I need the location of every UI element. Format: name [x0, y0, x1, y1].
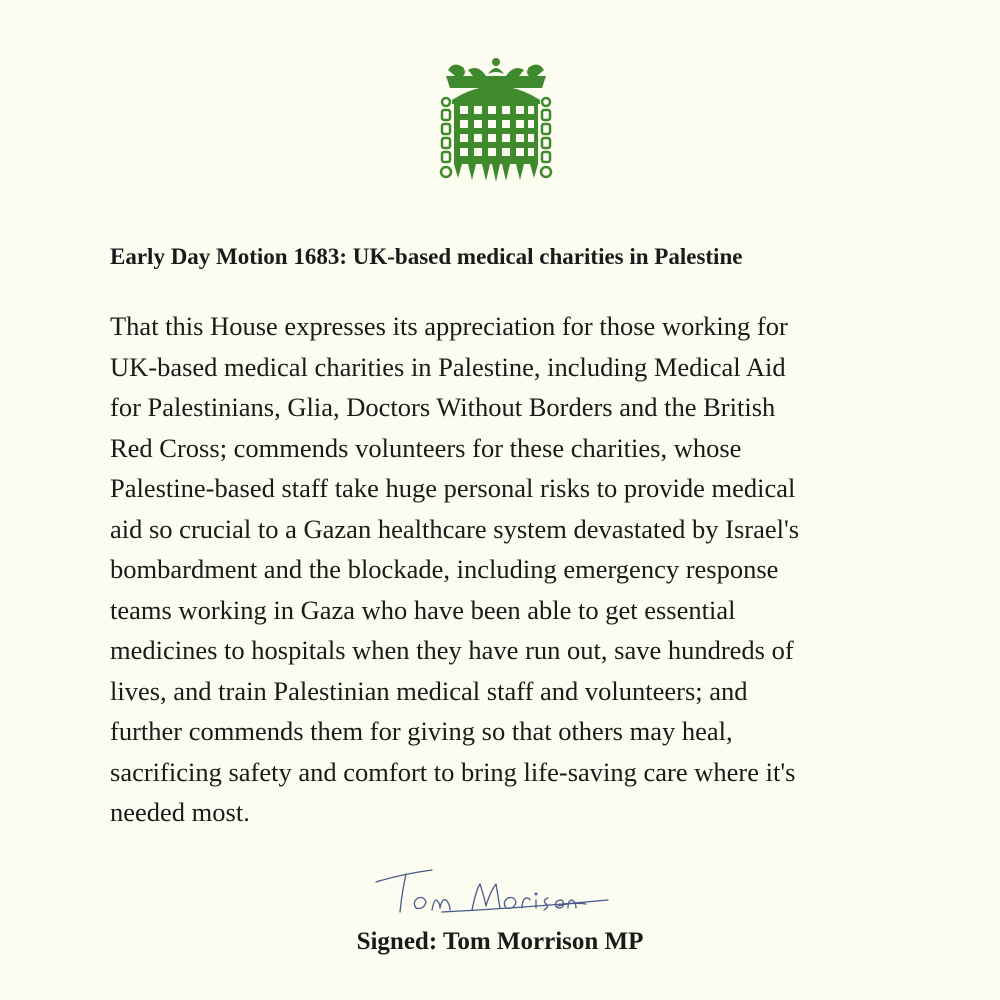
motion-body-line: for Palestinians, Glia, Doctors Without Borders and the British — [110, 392, 776, 422]
motion-body-line: lives, and train Palestinian medical staff and volunteers; and — [110, 675, 748, 706]
motion-body-line: Red Cross; commends volunteers for these charities, whose — [110, 432, 742, 463]
motion-body-line: That this House expresses its appreciation for those working for — [110, 311, 788, 341]
motion-body-line: teams working in Gaza who have been able to get essential — [110, 594, 736, 625]
handwritten-signature — [372, 862, 612, 920]
motion-body-line: further commends them for giving so that others may heal, — [110, 716, 733, 746]
motion-body-line: UK-based medical charities in Palestine, including Medical Aid — [110, 351, 786, 382]
motion-body-line: needed most. — [110, 797, 250, 827]
motion-body-line: bombardment and the blockade, including emergency response — [110, 554, 779, 584]
motion-body-line: Palestine-based staff take huge personal risks to provide medical — [110, 473, 796, 503]
motion-body-line: medicines to hospitals when they have run out, save hundreds of — [110, 635, 794, 665]
motion-title: Early Day Motion 1683: UK-based medical charities in Palestine — [110, 244, 743, 269]
signed-by: Signed: Tom Morrison MP — [356, 928, 644, 955]
motion-body-line: aid so crucial to a Gazan healthcare system devastated by Israel's — [110, 513, 800, 544]
motion-body-line: sacrificing safety and comfort to bring life-saving care where it's — [110, 756, 796, 787]
portcullis-icon — [438, 56, 554, 186]
motion-body — [110, 306, 900, 833]
